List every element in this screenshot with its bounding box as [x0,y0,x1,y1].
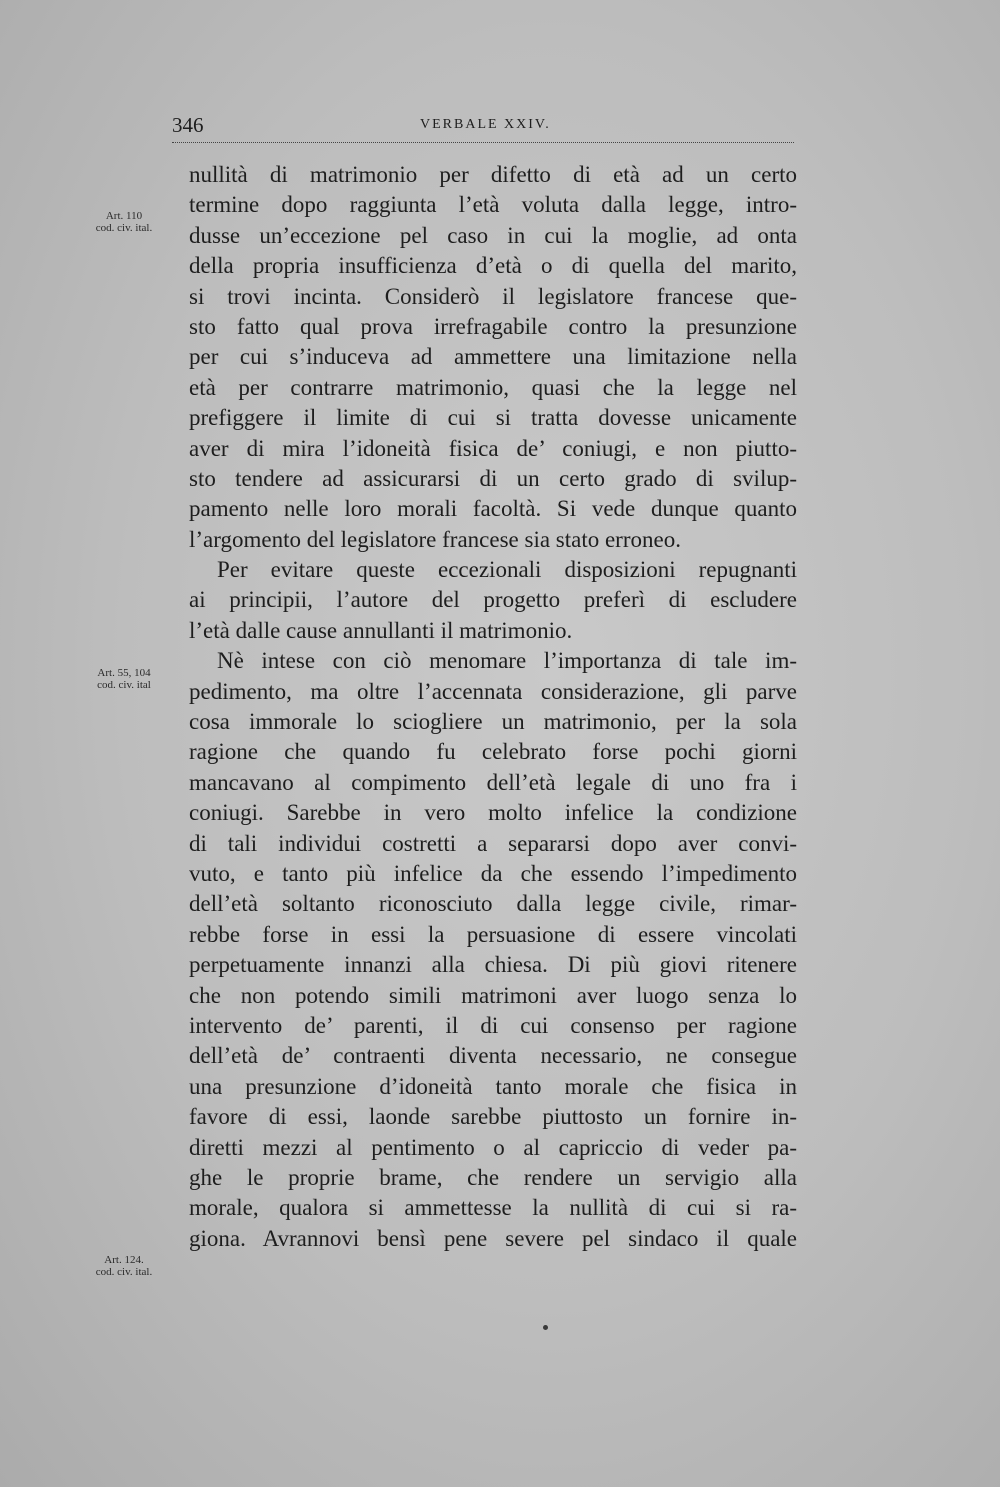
text-line: della propria insufficienza d’età o di quella del marito, [189,253,797,279]
text-line: che non potendo simili matrimoni aver luogo senza lo [189,982,797,1008]
text-line: una presunzione d’idoneità tanto morale che fisica in [189,1073,797,1099]
margin-note-line: cod. civ. ital. [95,222,153,234]
text-line: ghe le proprie brame, che rendere un servigio alla [189,1164,797,1190]
margin-note-line: Art. 55, 104 [97,667,151,679]
text-line: si trovi incinta. Considerò il legislatore francese que- [189,283,797,309]
text-line: ai principii, l’autore del progetto preferì di escludere [189,587,797,613]
text-line: per cui s’induceva ad ammettere una limitazione nella [189,344,797,370]
margin-note [78,1254,170,1278]
text-line: l’età dalle cause annullanti il matrimonio. [189,617,573,643]
margin-note-line: Art. 124. [104,1254,144,1266]
text-line: coniugi. Sarebbe in vero molto infelice la condizione [189,800,797,826]
ink-speck [543,1325,548,1330]
text-line: età per contrarre matrimonio, quasi che la legge nel [189,374,797,400]
text-line: l’argomento del legislatore francese sia stato erroneo. [189,526,681,552]
text-line: favore di essi, laonde sarebbe piuttosto un fornire in- [189,1104,797,1130]
text-line: cosa immorale lo sciogliere un matrimonio, per la sola [189,709,797,735]
page-number: 346 [172,113,204,137]
text-line: pedimento, ma oltre l’accennata considerazione, gli parve [189,678,797,704]
text-line: ragione che quando fu celebrato forse pochi giorni [189,739,797,765]
text-line: prefiggere il limite di cui si tratta dovesse unicamente [189,405,797,431]
running-head: VERBALE XXIV. [420,117,551,132]
text-line: rebbe forse in essi la persuasione di essere vincolati [189,921,797,947]
margin-note [78,667,170,691]
text-line: sto fatto qual prova irrefragabile contro la presunzione [189,313,797,339]
margin-note-line: Art. 110 [105,210,143,222]
text-line: Per evitare queste eccezionali disposizioni repugnanti [217,557,797,583]
text-line: aver di mira l’idoneità fisica de’ coniugi, e non piutto- [189,435,797,461]
text-line: vuto, e tanto più infelice da che essendo l’impedimento [189,860,797,886]
text-line: morale, qualora si ammettesse la nullità di cui si ra- [189,1195,797,1221]
margin-note-line: cod. civ. ital [97,679,151,691]
text-line: dusse un’eccezione pel caso in cui la moglie, ad onta [189,222,797,248]
text-line: perpetuamente innanzi alla chiesa. Di più giovi ritenere [189,952,797,978]
text-line: dell’età soltanto riconosciuto dalla legge civile, rimar- [189,891,797,917]
body-text [189,160,797,1254]
text-line: termine dopo raggiunta l’età voluta dalla legge, intro- [189,192,797,218]
margin-note [78,210,170,234]
text-line: nullità di matrimonio per difetto di età ad un certo [189,162,797,187]
text-line: di tali individui costretti a separarsi dopo aver convi- [189,830,797,856]
text-line: mancavano al compimento dell’età legale di uno fra i [189,769,797,795]
page-header [172,112,794,143]
text-line: diretti mezzi al pentimento o al capriccio di veder pa- [189,1134,797,1160]
margin-note-line: cod. civ. ital. [95,1266,153,1278]
text-line: pamento nelle loro morali facoltà. Si vede dunque quanto [189,496,797,522]
text-line: dell’età de’ contraenti diventa necessario, ne consegue [189,1043,797,1069]
text-line: Nè intese con ciò menomare l’importanza di tale im- [217,648,797,674]
text-line: intervento de’ parenti, il di cui consenso per ragione [189,1012,797,1038]
text-line: sto tendere ad assicurarsi di un certo grado di svilup- [189,465,797,491]
text-line: giona. Avrannovi bensì pene severe pel sindaco il quale [189,1225,797,1251]
